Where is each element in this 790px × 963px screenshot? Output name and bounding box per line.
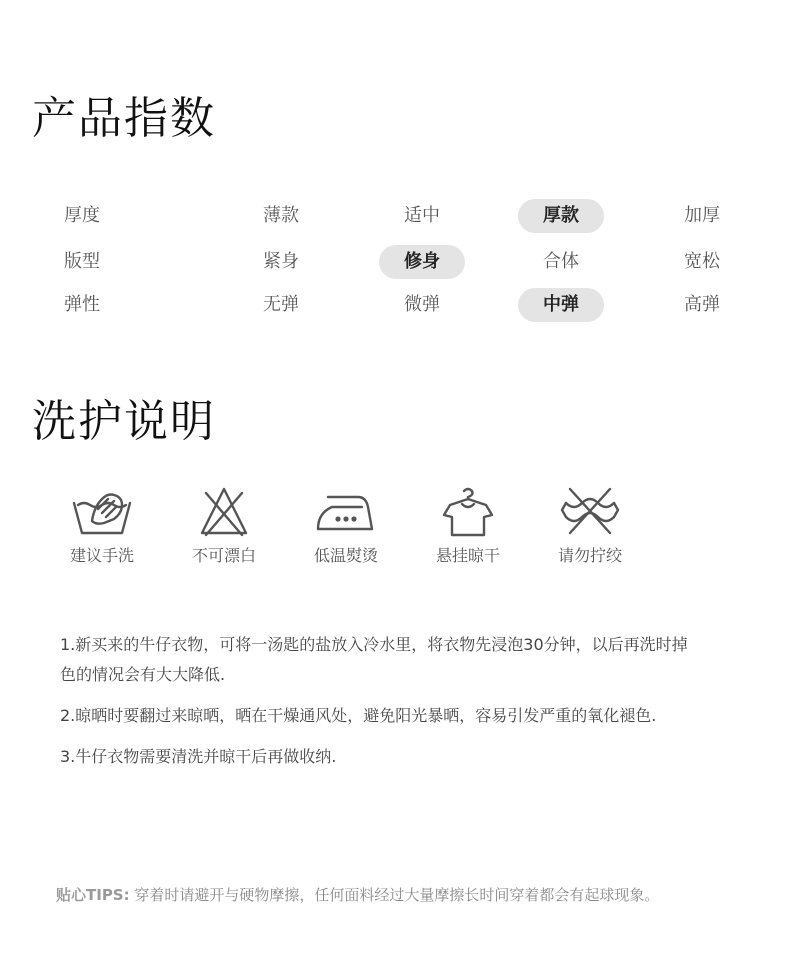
index-option: 合体 (543, 251, 579, 272)
index-row-label: 版型 (64, 251, 100, 272)
tips-label: 贴心TIPS: (56, 886, 130, 904)
index-option: 中弹 (518, 288, 604, 322)
index-row-label: 厚度 (64, 205, 100, 226)
hand-wash-icon (70, 485, 134, 537)
care-item-hand-wash (47, 485, 157, 566)
care-item-no-bleach (169, 485, 279, 566)
index-option: 高弹 (684, 294, 720, 315)
product-index-title: 产品指数 (32, 93, 216, 144)
index-option: 薄款 (263, 205, 299, 226)
care-label: 不可漂白 (191, 546, 256, 565)
care-item-low-iron (291, 485, 401, 566)
index-option: 适中 (404, 205, 440, 226)
index-row-elasticity (0, 286, 790, 324)
index-option: 宽松 (684, 251, 720, 272)
care-item-hang-dry (413, 485, 523, 566)
index-row-fit (0, 243, 790, 281)
hang-dry-icon (436, 485, 500, 537)
low-iron-icon (314, 485, 378, 537)
care-notes (60, 630, 700, 783)
index-option: 修身 (379, 245, 465, 279)
index-option: 微弹 (404, 294, 440, 315)
no-bleach-icon (192, 485, 256, 537)
care-icons (0, 485, 790, 575)
care-title: 洗护说明 (32, 396, 216, 447)
care-item-no-wring (535, 485, 645, 566)
care-label: 低温熨烫 (313, 546, 378, 565)
care-note: 2.晾晒时要翻过来晾晒，晒在干燥通风处，避免阳光暴晒，容易引发严重的氧化褪色. (60, 706, 657, 725)
index-option: 无弹 (263, 294, 299, 315)
tips-text: 穿着时请避开与硬物摩擦，任何面料经过大量摩擦长时间穿着都会有起球现象。 (129, 886, 660, 904)
care-note: 1.新买来的牛仔衣物，可将一汤匙的盐放入冷水里，将衣物先浸泡30分钟，以后再洗时掉色的情况会有大大降低. (60, 635, 688, 684)
index-row-thickness (0, 197, 790, 235)
care-label: 请勿拧绞 (557, 546, 622, 565)
index-option: 加厚 (684, 205, 720, 226)
care-note: 3.牛仔衣物需要清洗并晾干后再做收纳. (60, 747, 337, 766)
care-label: 建议手洗 (69, 546, 134, 565)
no-wring-icon (558, 485, 622, 537)
care-label: 悬挂晾干 (435, 546, 500, 565)
tips-line (56, 884, 776, 905)
index-option: 紧身 (263, 251, 299, 272)
index-row-label: 弹性 (64, 294, 100, 315)
index-option: 厚款 (518, 199, 604, 233)
